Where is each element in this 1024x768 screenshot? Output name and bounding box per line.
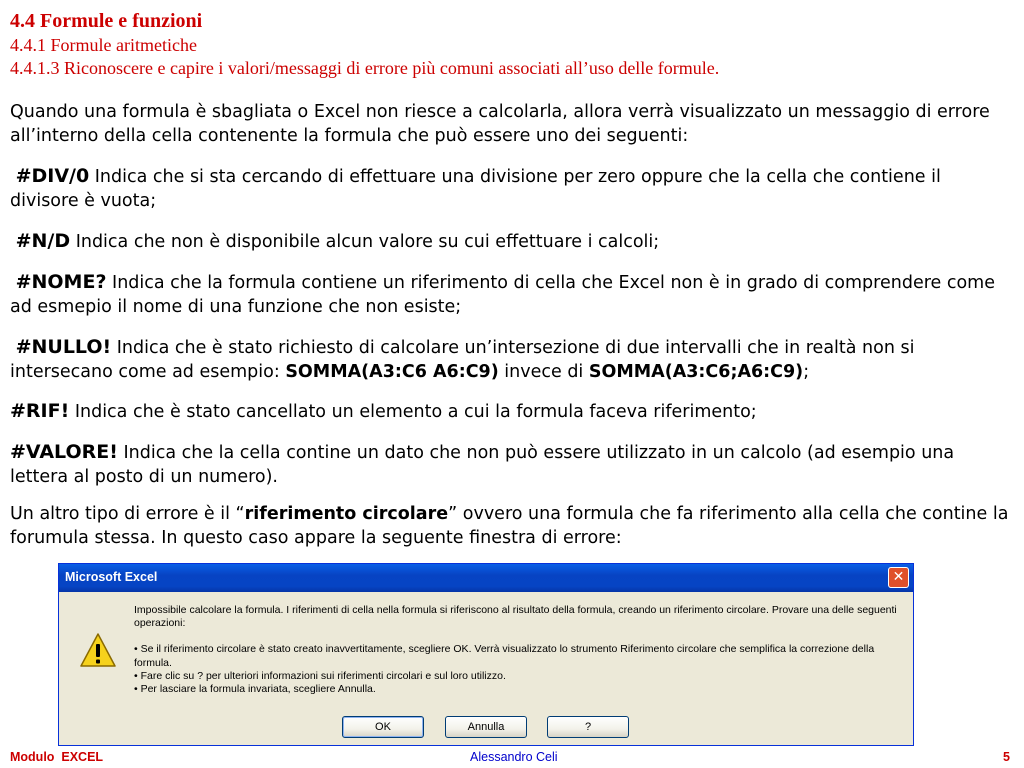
error-nullo-paragraph: [10, 335, 1010, 384]
error-desc-nd: Indica che non è disponibile alcun valore su cui effettuare i calcoli;: [70, 232, 660, 252]
slide-header: [10, 8, 719, 80]
example-right-formula: SOMMA(A3:C6;A6:C9): [588, 362, 804, 382]
dialog-title-bar[interactable]: [59, 564, 913, 592]
error-nd-paragraph: [10, 229, 1010, 254]
example-end-text: ;: [803, 362, 810, 382]
error-code-nullo: #NULLO!: [15, 336, 112, 358]
example-wrong-formula: SOMMA(A3:C6 A6:C9): [285, 362, 499, 382]
error-code-div0: #DIV/0: [15, 165, 90, 187]
circular-post: ” ovvero una formula che fa riferimento alla cella che contine la forumula stessa. In questo caso appare la seguente finestra di errore:: [10, 504, 1009, 548]
dialog-title: Microsoft Excel: [65, 570, 158, 584]
slide-subtitle: 4.4.1 Formule aritmetiche: [10, 35, 197, 55]
cancel-button[interactable]: Annulla: [445, 716, 527, 738]
dialog-bullet-ok: • Se il riferimento circolare è stato creato inavvertitamente, scegliere OK. Verrà visualizzato lo strumento Riferimento circolare che semplifica la correzione della formula.: [134, 643, 875, 669]
error-valore-paragraph: [10, 440, 1010, 489]
intro-paragraph: Quando una formula è sbagliata o Excel non riesce a calcolarla, allora verrà visualizzato un messaggio di errore all’interno della cella contenente la formula che può essere uno dei seguenti:: [10, 102, 990, 146]
error-desc-valore: Indica che la cella contine un dato che non può essere utilizzato in un calcolo (ad esempio una lettera al posto di un numero).: [10, 443, 955, 487]
error-code-nome: #NOME?: [15, 271, 107, 293]
dialog-bullet-cancel: • Per lasciare la formula invariata, scegliere Annulla.: [134, 683, 376, 696]
dialog-message: [134, 604, 899, 696]
error-desc-nome: Indica che la formula contiene un riferimento di cella che Excel non è in grado di comprendere come ad esmepio il nome di una funzione che non esiste;: [10, 273, 995, 317]
circular-pre: Un altro tipo di errore è il “: [10, 504, 245, 524]
error-desc-div0: Indica che si sta cercando di effettuare una divisione per zero oppure che la cella che contiene il divisore è vuota;: [10, 167, 941, 211]
slide-title: 4.4 Formule e funzioni: [10, 10, 203, 32]
error-div0-paragraph: [10, 164, 1010, 213]
help-button[interactable]: ?: [547, 716, 629, 738]
error-code-nd: #N/D: [15, 230, 71, 252]
footer-author: Alessandro Celi: [470, 750, 558, 764]
dialog-message-main: Impossibile calcolare la formula. I riferimenti di cella nella formula si riferiscono al risultato della formula, creando un riferimento circolare. Provare una delle seguenti operazioni:: [134, 604, 897, 630]
warning-icon: [79, 632, 117, 668]
section-title: 4.4.1.3 Riconoscere e capire i valori/messaggi di errore più comuni associati all’uso delle formule.: [10, 58, 720, 78]
page-number: 5: [1003, 750, 1010, 764]
close-icon[interactable]: ✕: [888, 567, 909, 588]
example-mid-text: invece di: [498, 362, 589, 382]
circular-paragraph: [10, 502, 1010, 550]
error-rif-paragraph: [10, 399, 1010, 424]
error-code-rif: #RIF!: [10, 400, 70, 422]
error-code-valore: #VALORE!: [10, 441, 118, 463]
error-desc-nullo: Indica che è stato richiesto di calcolare un’intersezione di due intervalli che in realtà non si intersecano come ad esempio:: [10, 338, 915, 382]
error-nome-paragraph: [10, 270, 1010, 319]
footer-module: Modulo EXCEL: [10, 750, 104, 764]
circular-term: riferimento circolare: [244, 504, 449, 524]
error-desc-rif: Indica che è stato cancellato un elemento a cui la formula faceva riferimento;: [69, 402, 757, 422]
excel-error-dialog: [58, 563, 914, 746]
dialog-bullet-help: • Fare clic su ? per ulteriori informazioni sui riferimenti circolari e sul loro utilizzo.: [134, 669, 506, 682]
ok-button[interactable]: OK: [342, 716, 424, 738]
